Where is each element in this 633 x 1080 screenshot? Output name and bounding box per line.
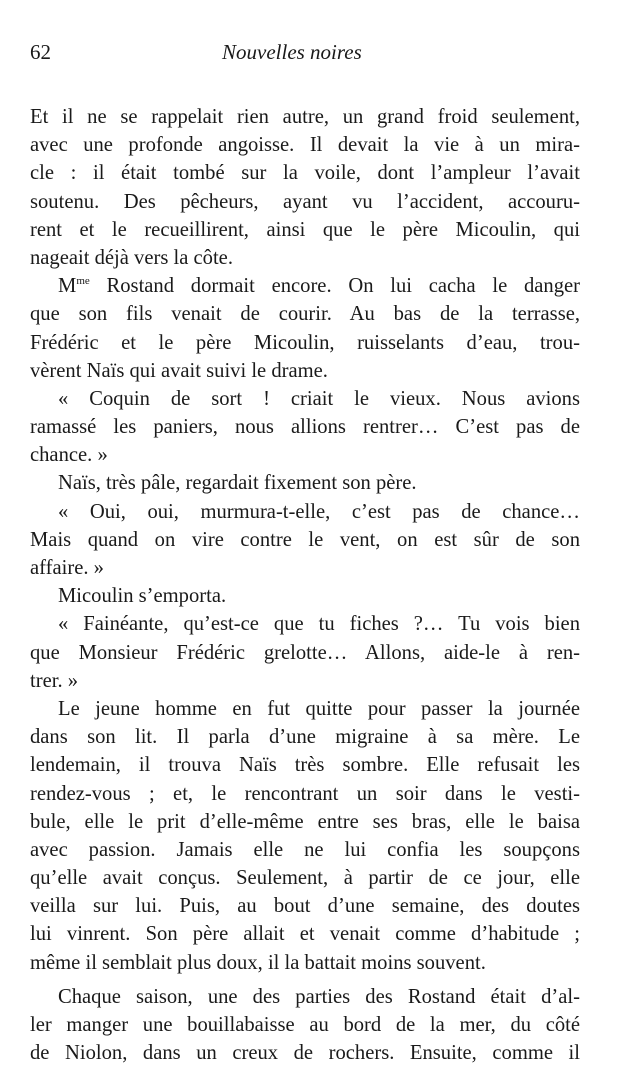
text-line: rendez-vous ; et, le rencontrant un soir dans le vesti- <box>30 782 580 805</box>
text-line: Chaque saison, une des parties des Rostand était d’al- <box>58 985 580 1008</box>
text-line: Mais quand on vire contre le vent, on est sûr de son <box>30 528 580 551</box>
page-header <box>30 40 580 70</box>
text-line: « Coquin de sort ! criait le vieux. Nous avions <box>58 387 580 410</box>
text-line: de Niolon, dans un creux de rochers. Ensuite, comme il <box>30 1042 580 1065</box>
text-line: Le jeune homme en fut quitte pour passer la journée <box>58 697 580 720</box>
text-line: Et il ne se rappelait rien autre, un grand froid seulement, <box>30 106 580 128</box>
text-line: « Oui, oui, murmura-t-elle, c’est pas de chance… <box>58 500 580 523</box>
text-line: trer. » <box>30 669 79 692</box>
text-line: soutenu. Des pêcheurs, ayant vu l’accident, accouru- <box>30 190 580 213</box>
text-line: affaire. » <box>30 557 104 579</box>
text-line: avec passion. Jamais elle ne lui confia les soupçons <box>30 838 580 861</box>
text-line: bule, elle le prit d’elle-même entre ses bras, elle le baisa <box>30 810 580 833</box>
text-line: « Fainéante, qu’est-ce que tu fiches ?… Tu vois bien <box>58 613 580 636</box>
honorific <box>58 275 90 297</box>
text-line: que Monsieur Frédéric grelotte… Allons, aide-le à ren- <box>30 641 580 664</box>
text-line: lui vinrent. Son père allait et venait comme d’habitude ; <box>30 923 580 946</box>
text-line: avec une profonde angoisse. Il devait la vie à un mira- <box>30 134 580 157</box>
text-line: cle : il était tombé sur la voile, dont l’ampleur l’avait <box>30 162 580 185</box>
body-text <box>30 103 580 1067</box>
honorific-superscript: me <box>76 275 90 288</box>
text-line: lendemain, il trouva Naïs très sombre. Elle refusait les <box>30 754 580 777</box>
honorific-base: M <box>58 275 77 298</box>
text-line: Frédéric et le père Micoulin, ruisselants d’eau, trou- <box>30 331 580 354</box>
text-line: rent et le recueillirent, ainsi que le père Micoulin, qui <box>30 218 580 241</box>
text-line: vèrent Naïs qui avait suivi le drame. <box>30 359 328 382</box>
text-line: Naïs, très pâle, regardait fixement son père. <box>58 472 417 495</box>
text-line: que son fils venait de courir. Au bas de la terrasse, <box>30 303 580 326</box>
text-line: Micoulin s’emporta. <box>58 585 227 608</box>
text-line: chance. » <box>30 444 108 467</box>
text-line: ler manger une bouillabaisse au bord de la mer, du côté <box>30 1014 580 1036</box>
text-line: veilla sur lui. Puis, au bout d’une semaine, des doutes <box>30 895 580 918</box>
text-line: qu’elle avait conçus. Seulement, à partir de ce jour, elle <box>30 867 580 890</box>
text-line: dans son lit. Il parla d’une migraine à sa mère. Le <box>30 726 580 749</box>
page-number: 62 <box>30 40 51 64</box>
text-line-honorific <box>30 272 580 300</box>
text-line: ramassé les paniers, nous allions rentrer… C’est pas de <box>30 416 580 439</box>
text-line-rest: Rostand dormait encore. On lui cacha le danger <box>106 275 580 298</box>
running-title: Nouvelles noires <box>222 40 362 64</box>
text-line: même il semblait plus doux, il la battait moins souvent. <box>30 951 486 974</box>
text-line: nageait déjà vers la côte. <box>30 246 233 269</box>
